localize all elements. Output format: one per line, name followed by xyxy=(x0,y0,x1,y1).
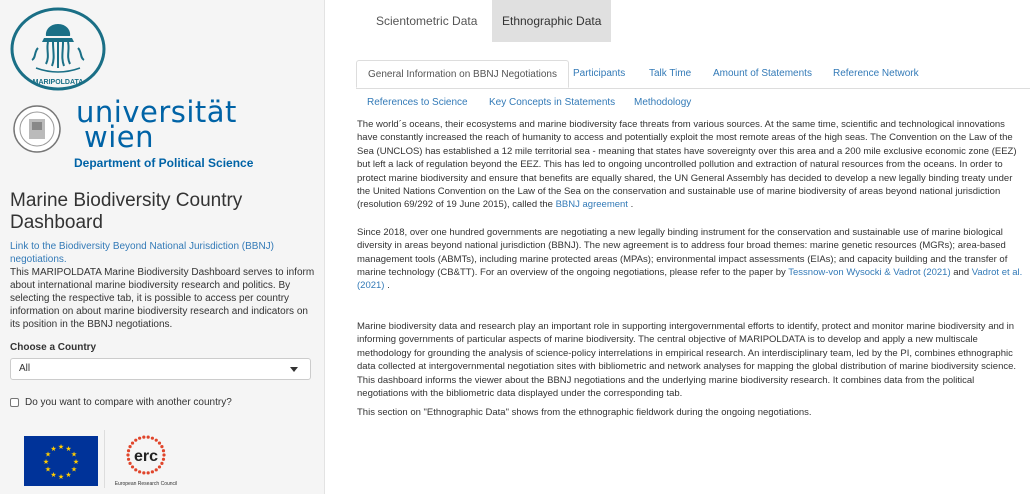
erc-logo xyxy=(110,430,182,492)
compare-country-checkbox[interactable] xyxy=(10,398,19,407)
tab-general-information[interactable]: General Information on BBNJ Negotiations xyxy=(356,60,569,88)
eu-star-icon: ★ xyxy=(50,446,57,454)
erc-dot-icon xyxy=(134,439,137,442)
paragraph-ethnographic-section: This section on "Ethnographic Data" shows from the ethnographic fieldwork during the ongoing negotiations. xyxy=(357,407,812,419)
university-seal-icon xyxy=(12,104,62,154)
erc-dot-icon xyxy=(162,458,165,461)
tab-talk-time[interactable]: Talk Time xyxy=(649,68,692,79)
dashboard-title: Marine Biodiversity Country Dashboard xyxy=(10,190,243,233)
erc-dot-icon xyxy=(134,468,137,471)
eu-flag-icon xyxy=(24,436,98,486)
department-name: Department of Political Science xyxy=(74,156,254,170)
main-content xyxy=(357,118,1025,420)
erc-dot-icon xyxy=(128,462,131,465)
eu-star-icon: ★ xyxy=(42,459,50,466)
erc-dot-icon xyxy=(155,439,158,442)
eu-star-icon: ★ xyxy=(44,466,52,474)
logo-divider xyxy=(104,430,105,488)
tab-references-to-science[interactable]: References to Science xyxy=(367,97,468,108)
erc-dot-icon xyxy=(131,465,134,468)
paragraph-maripoldata: Marine biodiversity data and research play an important role in supporting intergovernmental efforts to identify, protect and monitor marine biodiversity and in informing governments of particular aspects of marine biodiversity. The central objective of MARIPOLDATA is to develop and apply a new multiscale methodology for grounding the analysis of science-policy interrelations in empirical research. An interdisciplinary team, led by the PI, combines ethnographic data collected at intergovernmental negotiation sites with bibliometric and network analyses for mapping the global distribution of marine biodiversity science. This dashboard informs the viewer about the BBNJ negotiations and the underlying marine biodiversity research. It combines data from the political negotiations with the bibliometric data displayed under the corresponding tab. xyxy=(357,320,1017,399)
erc-logo-text: erc xyxy=(133,448,159,465)
erc-dot-icon xyxy=(158,441,161,444)
university-name: universität wien xyxy=(76,95,237,154)
tab-participants[interactable]: Participants xyxy=(573,68,626,79)
maripoldata-logo xyxy=(8,6,108,92)
erc-dot-icon xyxy=(151,470,154,473)
erc-dot-icon xyxy=(162,453,165,456)
erc-dot-icon xyxy=(131,441,134,444)
compare-country-option[interactable] xyxy=(10,397,232,408)
erc-dot-icon xyxy=(128,445,131,448)
country-select[interactable] xyxy=(10,358,311,380)
erc-dot-icon xyxy=(147,471,150,474)
paragraph-threats: The world´s oceans, their ecosystems and marine biodiversity face threats from various sources. At the same time, scientific and technological innovations have constantly increased the reach of humanity to access and potentially exploit the most remote areas of the high seas. The Convention on the Law of the Sea (UNCLOS) has established a 12 mile territorial sea - meaning that states have sovereignty over this area and a 200 mile exclusive economic zone (EEZ) but left a lack of regulation beyond the EEZ. This has led to ongoing uncontrolled pollution and extraction of natural resources from the oceans. In order to protect marine biodiversity and ensure that benefits are equally shared, the UN General Assembly has decided to develop a new legally binding treaty under the United Nations Convention on the Law of the Sea on the conservation and sustainable use of marine biodiversity of areas beyond national jurisdiction (resolution 69/292 of 19 June 2015), called the BBNJ agreement . xyxy=(357,119,1017,211)
intro-text: This MARIPOLDATA Marine Biodiversity Dashboard serves to inform about international marine biodiversity research and politics. By selecting the respective tab, it is possible to access per country information on about marine biodiversity research and indicators on its position in the BBNJ negotiations. xyxy=(10,267,315,330)
erc-dot-icon xyxy=(126,453,129,456)
sidebar xyxy=(0,0,325,494)
erc-dot-icon xyxy=(127,449,130,452)
compare-country-label: Do you want to compare with another country? xyxy=(25,397,232,408)
erc-dot-icon xyxy=(147,436,150,439)
eu-star-icon: ★ xyxy=(72,459,80,466)
bbnj-negotiations-link[interactable]: Link to the Biodiversity Beyond National Jurisdiction (BBNJ) negotiations. xyxy=(10,241,275,265)
university-logo xyxy=(12,95,254,172)
country-select-value: All xyxy=(19,363,31,374)
maripoldata-logo-text: MARIPOLDATA xyxy=(32,79,84,86)
chevron-down-icon xyxy=(290,367,298,372)
erc-dot-icon xyxy=(162,449,165,452)
erc-dot-icon xyxy=(151,437,154,440)
sub-tabs xyxy=(356,60,1030,118)
erc-dot-icon xyxy=(142,471,145,474)
erc-caption: European Research Council xyxy=(114,481,178,487)
eu-star-icon: ★ xyxy=(44,451,52,459)
eu-star-icon: ★ xyxy=(65,471,72,479)
erc-dot-icon xyxy=(138,437,141,440)
choose-country-label: Choose a Country xyxy=(10,342,97,353)
tab-key-concepts[interactable]: Key Concepts in Statements xyxy=(489,97,616,108)
top-navigation xyxy=(346,0,1030,42)
erc-dot-icon xyxy=(127,458,130,461)
eu-star-icon: ★ xyxy=(57,444,65,451)
erc-dot-icon xyxy=(142,436,145,439)
erc-dot-icon xyxy=(138,470,141,473)
eu-star-icon: ★ xyxy=(65,446,72,454)
tab-amount-of-statements[interactable]: Amount of Statements xyxy=(713,68,812,79)
bbnj-agreement-link[interactable]: BBNJ agreement xyxy=(555,199,628,211)
erc-dot-icon xyxy=(155,468,158,471)
erc-dot-icon xyxy=(160,462,163,465)
paragraph-negotiations: Since 2018, over one hundred governments are negotiating a new legally binding instrument for the conservation and sustainable use of marine biological diversity in areas beyond national jurisdiction (BBNJ). The new agreement is to address four broad themes: marine genetic resources (MGRs); area-based management tools (ABMTs), including marine protected areas (MPAs); environmental impact assessments (EIAs); and capacity building and the transfer of marine technology (CB&TT). For an overview of the ongoing negotiations, please refer to the paper by Tessnow-von Wysocki & Vadrot (2021) and Vadrot et al. (2021) . xyxy=(357,226,1023,292)
tessnow-link[interactable]: Tessnow-von Wysocki & Vadrot (2021) xyxy=(788,267,951,279)
vadrot-link[interactable]: Vadrot et al. (2021) xyxy=(357,267,1023,292)
eu-star-icon: ★ xyxy=(70,451,78,459)
eu-star-icon: ★ xyxy=(70,466,78,474)
erc-dot-icon xyxy=(160,445,163,448)
tab-methodology[interactable]: Methodology xyxy=(634,97,692,108)
eu-star-icon: ★ xyxy=(50,471,57,479)
tab-ethnographic-data[interactable]: Ethnographic Data xyxy=(492,0,611,42)
erc-dot-icon xyxy=(158,465,161,468)
tab-scientometric-data[interactable]: Scientometric Data xyxy=(376,14,478,28)
tab-reference-network[interactable]: Reference Network xyxy=(833,68,919,79)
eu-star-icon: ★ xyxy=(57,474,65,481)
